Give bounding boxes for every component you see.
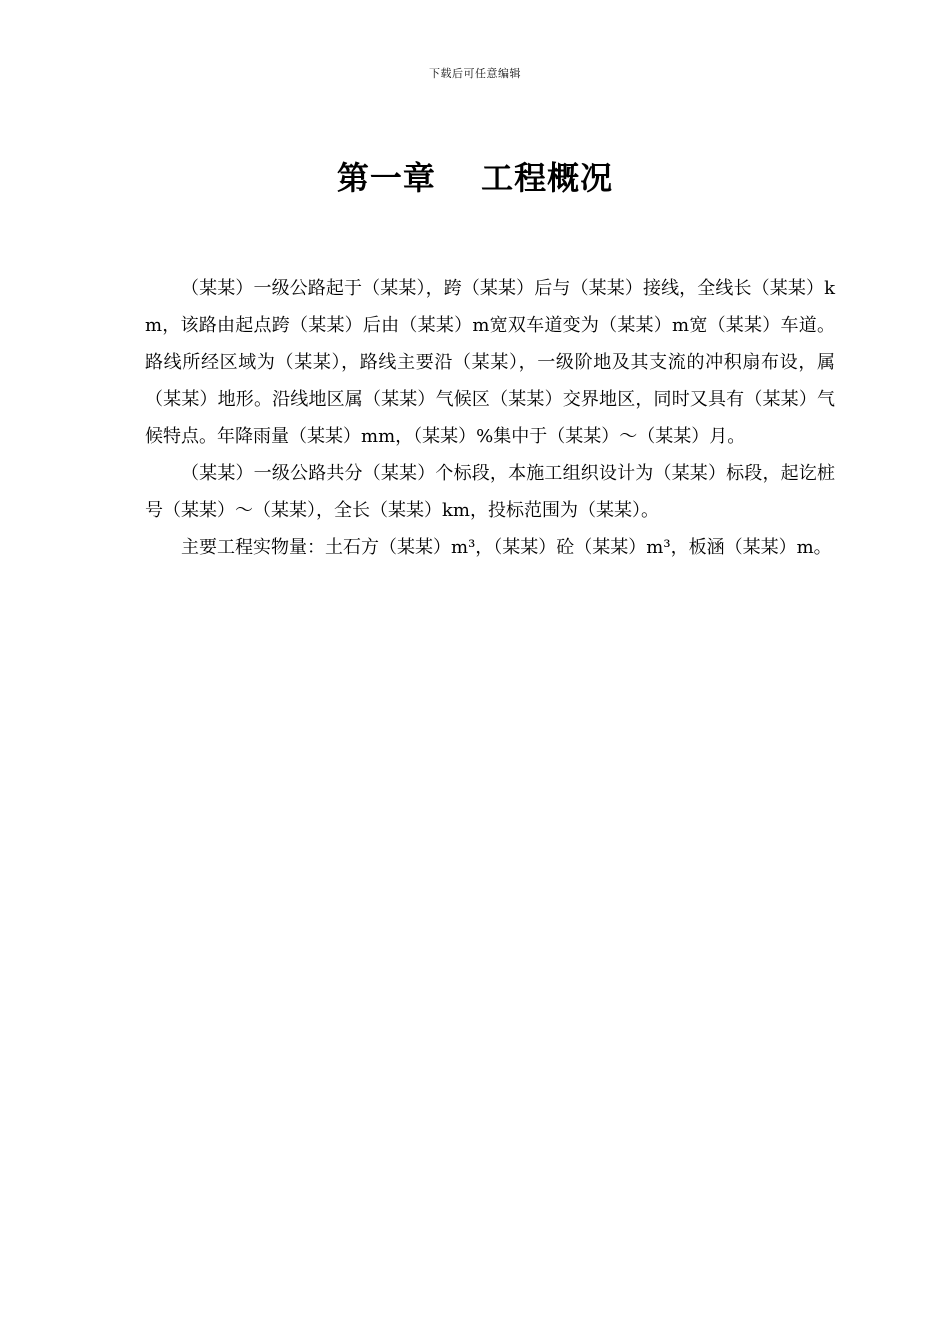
paragraph-main-quantities: 主要工程实物量：土石方（某某）m³，（某某）砼（某某）m³，板涵（某某）m。 [181,537,832,558]
paragraph-bid-section: （某某）一级公路共分（某某）个标段，本施工组织设计为（某某）标段，起讫桩号（某某）～（某某），全长（某某）km，投标范围为（某某）。 [145,463,835,521]
paragraph-project-overview: （某某）一级公路起于（某某），跨（某某）后与（某某）接线，全线长（某某）km，该路由起点跨（某某）后由（某某）m宽双车道变为（某某）m宽（某某）车道。路线所经区域为（某某），路线主要沿（某某），一级阶地及其支流的冲积扇布设，属（某某）地形。沿线地区属（某某）气候区（某某）交界地区，同时又具有（某某）气候特点。年降雨量（某某）mm，（某某）%集中于（某某）～（某某）月。 [145,278,835,447]
chapter-title: 第一章 工程概况 [336,159,614,197]
header-note: 下载后可任意编辑 [429,67,521,80]
body-text [145,270,835,566]
